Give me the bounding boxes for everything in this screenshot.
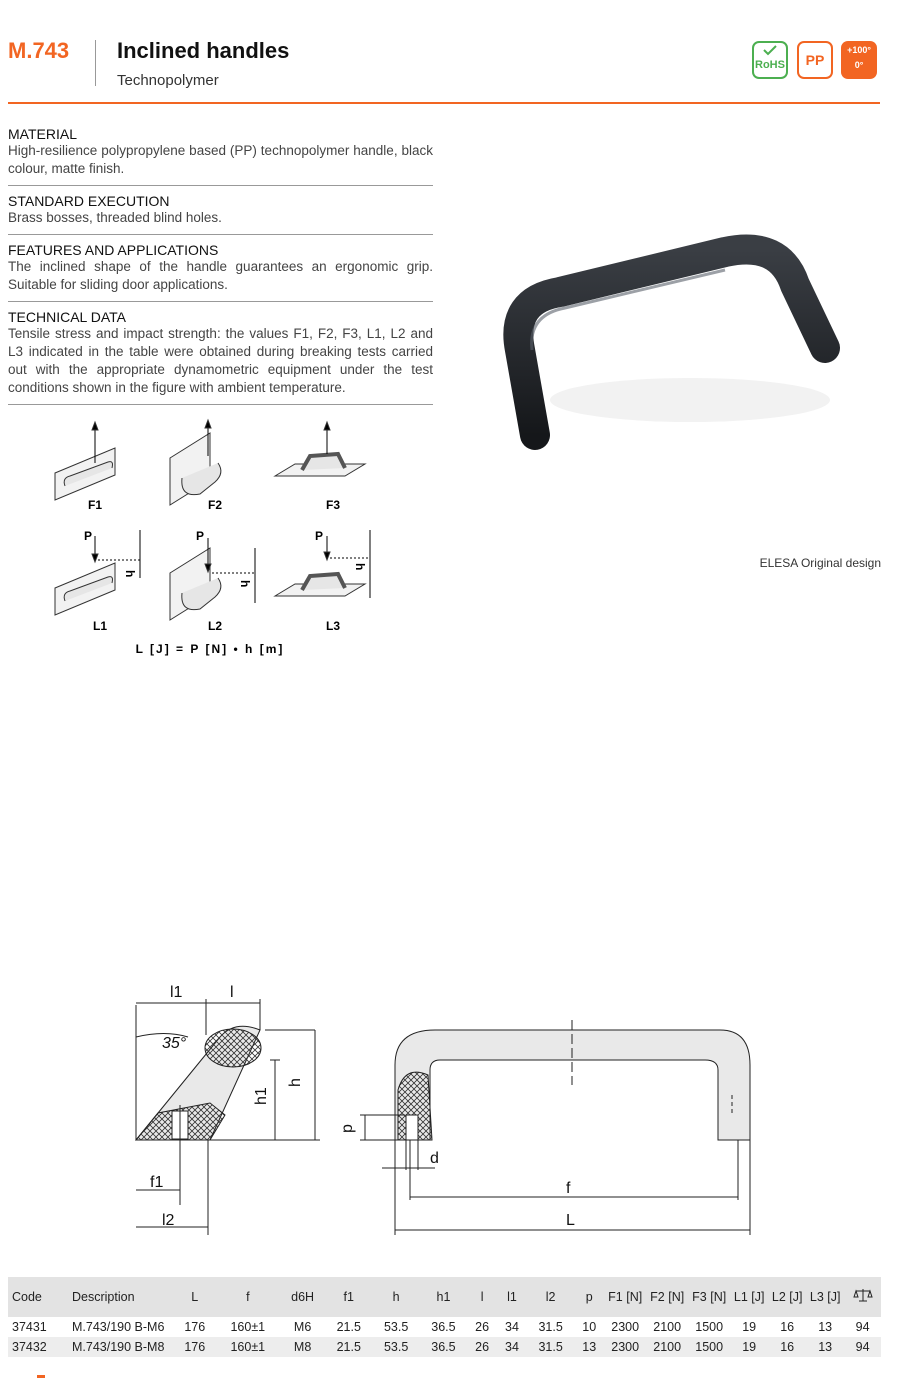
- cell: 160±1: [216, 1337, 281, 1357]
- section-heading: FEATURES AND APPLICATIONS: [8, 242, 219, 258]
- section-technical-data: [8, 307, 433, 405]
- cell: 31.5: [527, 1337, 574, 1357]
- cell: 94: [844, 1317, 881, 1337]
- col-description: Description: [68, 1277, 174, 1317]
- header-divider: [95, 40, 96, 86]
- force-test-diagram: [40, 418, 390, 656]
- col-f1: f1: [325, 1277, 372, 1317]
- col-f: f: [216, 1277, 281, 1317]
- cell: 94: [844, 1337, 881, 1357]
- dim-p: p: [339, 1124, 356, 1133]
- pp-badge: PP: [797, 41, 833, 79]
- label-p1: P: [84, 529, 93, 543]
- cell: M6: [280, 1317, 325, 1337]
- temp-high-label: +100°: [847, 45, 871, 55]
- label-l1: L1: [92, 619, 108, 633]
- cell: 2300: [604, 1317, 646, 1337]
- label-f2: F2: [207, 498, 223, 512]
- cell: 1500: [688, 1317, 730, 1337]
- cell: 16: [768, 1317, 806, 1337]
- label-h2: h: [238, 580, 252, 588]
- col-F3: F3 [N]: [688, 1277, 730, 1317]
- col-L: L: [174, 1277, 216, 1317]
- section-standard-execution: [8, 191, 433, 235]
- col-F1: F1 [N]: [604, 1277, 646, 1317]
- section-heading: STANDARD EXECUTION: [8, 193, 170, 209]
- dim-f: f: [566, 1180, 571, 1197]
- col-d6h: d6H: [280, 1277, 325, 1317]
- dim-d: d: [430, 1150, 439, 1167]
- formula: L [J] = P [N] • h [m]: [135, 642, 285, 656]
- table-row: [8, 1317, 881, 1337]
- label-h3: h: [353, 563, 367, 571]
- label-p3: P: [315, 529, 324, 543]
- scale-icon: [854, 1288, 872, 1302]
- rohs-label: RoHS: [755, 59, 785, 71]
- cell: M.743/190 B-M6: [68, 1317, 174, 1337]
- table-header-row: [8, 1277, 881, 1317]
- page-title: Inclined handles: [117, 38, 290, 63]
- cell: 176: [174, 1337, 216, 1357]
- cell: 2300: [604, 1337, 646, 1357]
- col-p: p: [574, 1277, 604, 1317]
- section-text: Brass bosses, threaded blind holes.: [8, 210, 222, 225]
- col-weight: [844, 1277, 881, 1317]
- page-subtitle: Technopolymer: [117, 72, 219, 89]
- section-text: High-resilience polypropylene based (PP) technopolymer handle, black colour, matte finish.: [8, 143, 433, 176]
- spec-table: [8, 1277, 881, 1357]
- cell: 36.5: [420, 1337, 467, 1357]
- col-code: Code: [8, 1277, 68, 1317]
- label-l3: L3: [325, 619, 341, 633]
- dim-l2: l2: [162, 1212, 175, 1229]
- dim-f1: f1: [150, 1174, 164, 1191]
- technical-drawing: [120, 975, 770, 1245]
- col-l1: l1: [497, 1277, 527, 1317]
- cell: 13: [806, 1337, 844, 1357]
- label-p2: P: [196, 529, 205, 543]
- dim-h1: h1: [253, 1087, 270, 1105]
- dim-l: l: [230, 984, 234, 1001]
- dim-angle: 35°: [162, 1035, 187, 1052]
- table-row: [8, 1337, 881, 1357]
- col-F2: F2 [N]: [646, 1277, 688, 1317]
- cell: 26: [467, 1337, 497, 1357]
- cell: M8: [280, 1337, 325, 1357]
- col-L3: L3 [J]: [806, 1277, 844, 1317]
- cell: 160±1: [216, 1317, 281, 1337]
- cell: 26: [467, 1317, 497, 1337]
- rohs-badge: [752, 41, 788, 79]
- dim-h: h: [287, 1078, 304, 1087]
- cell: 34: [497, 1317, 527, 1337]
- label-f3: F3: [325, 498, 341, 512]
- cell: 19: [730, 1317, 768, 1337]
- col-L1: L1 [J]: [730, 1277, 768, 1317]
- product-photo: [480, 230, 840, 460]
- section-heading: TECHNICAL DATA: [8, 309, 126, 325]
- col-h1: h1: [420, 1277, 467, 1317]
- cell: 21.5: [325, 1337, 372, 1357]
- cell: 13: [574, 1337, 604, 1357]
- section-text: The inclined shape of the handle guarantees an ergonomic grip. Suitable for sliding door applications.: [8, 259, 433, 292]
- col-h: h: [372, 1277, 419, 1317]
- section-material: [8, 124, 433, 186]
- col-l: l: [467, 1277, 497, 1317]
- cell: 2100: [646, 1317, 688, 1337]
- cell: M.743/190 B-M8: [68, 1337, 174, 1357]
- header-rule: [8, 102, 880, 104]
- label-f1: F1: [87, 498, 103, 512]
- cell: 13: [806, 1317, 844, 1337]
- cell: 10: [574, 1317, 604, 1337]
- cell: 37431: [8, 1317, 68, 1337]
- cell: 1500: [688, 1337, 730, 1357]
- cell: 16: [768, 1337, 806, 1357]
- cell: 19: [730, 1337, 768, 1357]
- section-text: Tensile stress and impact strength: the values F1, F2, F3, L1, L2 and L3 indicated in the table were obtained during breaking tests carried out with the appropriate dynamometric equipment under the test conditions shown in the figure with ambient temperature.: [8, 326, 433, 395]
- col-l2: l2: [527, 1277, 574, 1317]
- cell: 2100: [646, 1337, 688, 1357]
- design-note: ELESA Original design: [759, 556, 881, 570]
- cell: 176: [174, 1317, 216, 1337]
- cell: 34: [497, 1337, 527, 1357]
- temp-low-label: 0°: [854, 60, 864, 70]
- label-l2: L2: [207, 619, 223, 633]
- description-sections: [8, 124, 433, 410]
- cell: 31.5: [527, 1317, 574, 1337]
- cell: 37432: [8, 1337, 68, 1357]
- cell: 36.5: [420, 1317, 467, 1337]
- label-h1: h: [123, 570, 137, 578]
- section-features: [8, 240, 433, 302]
- check-icon: [754, 43, 786, 57]
- cell: 53.5: [372, 1317, 419, 1337]
- dim-l1: l1: [170, 984, 183, 1001]
- cell: 53.5: [372, 1337, 419, 1357]
- temperature-badge: [841, 41, 877, 79]
- product-code: M.743: [8, 38, 70, 63]
- section-heading: MATERIAL: [8, 126, 77, 142]
- col-L2: L2 [J]: [768, 1277, 806, 1317]
- dim-L: L: [566, 1212, 575, 1229]
- cell: 21.5: [325, 1317, 372, 1337]
